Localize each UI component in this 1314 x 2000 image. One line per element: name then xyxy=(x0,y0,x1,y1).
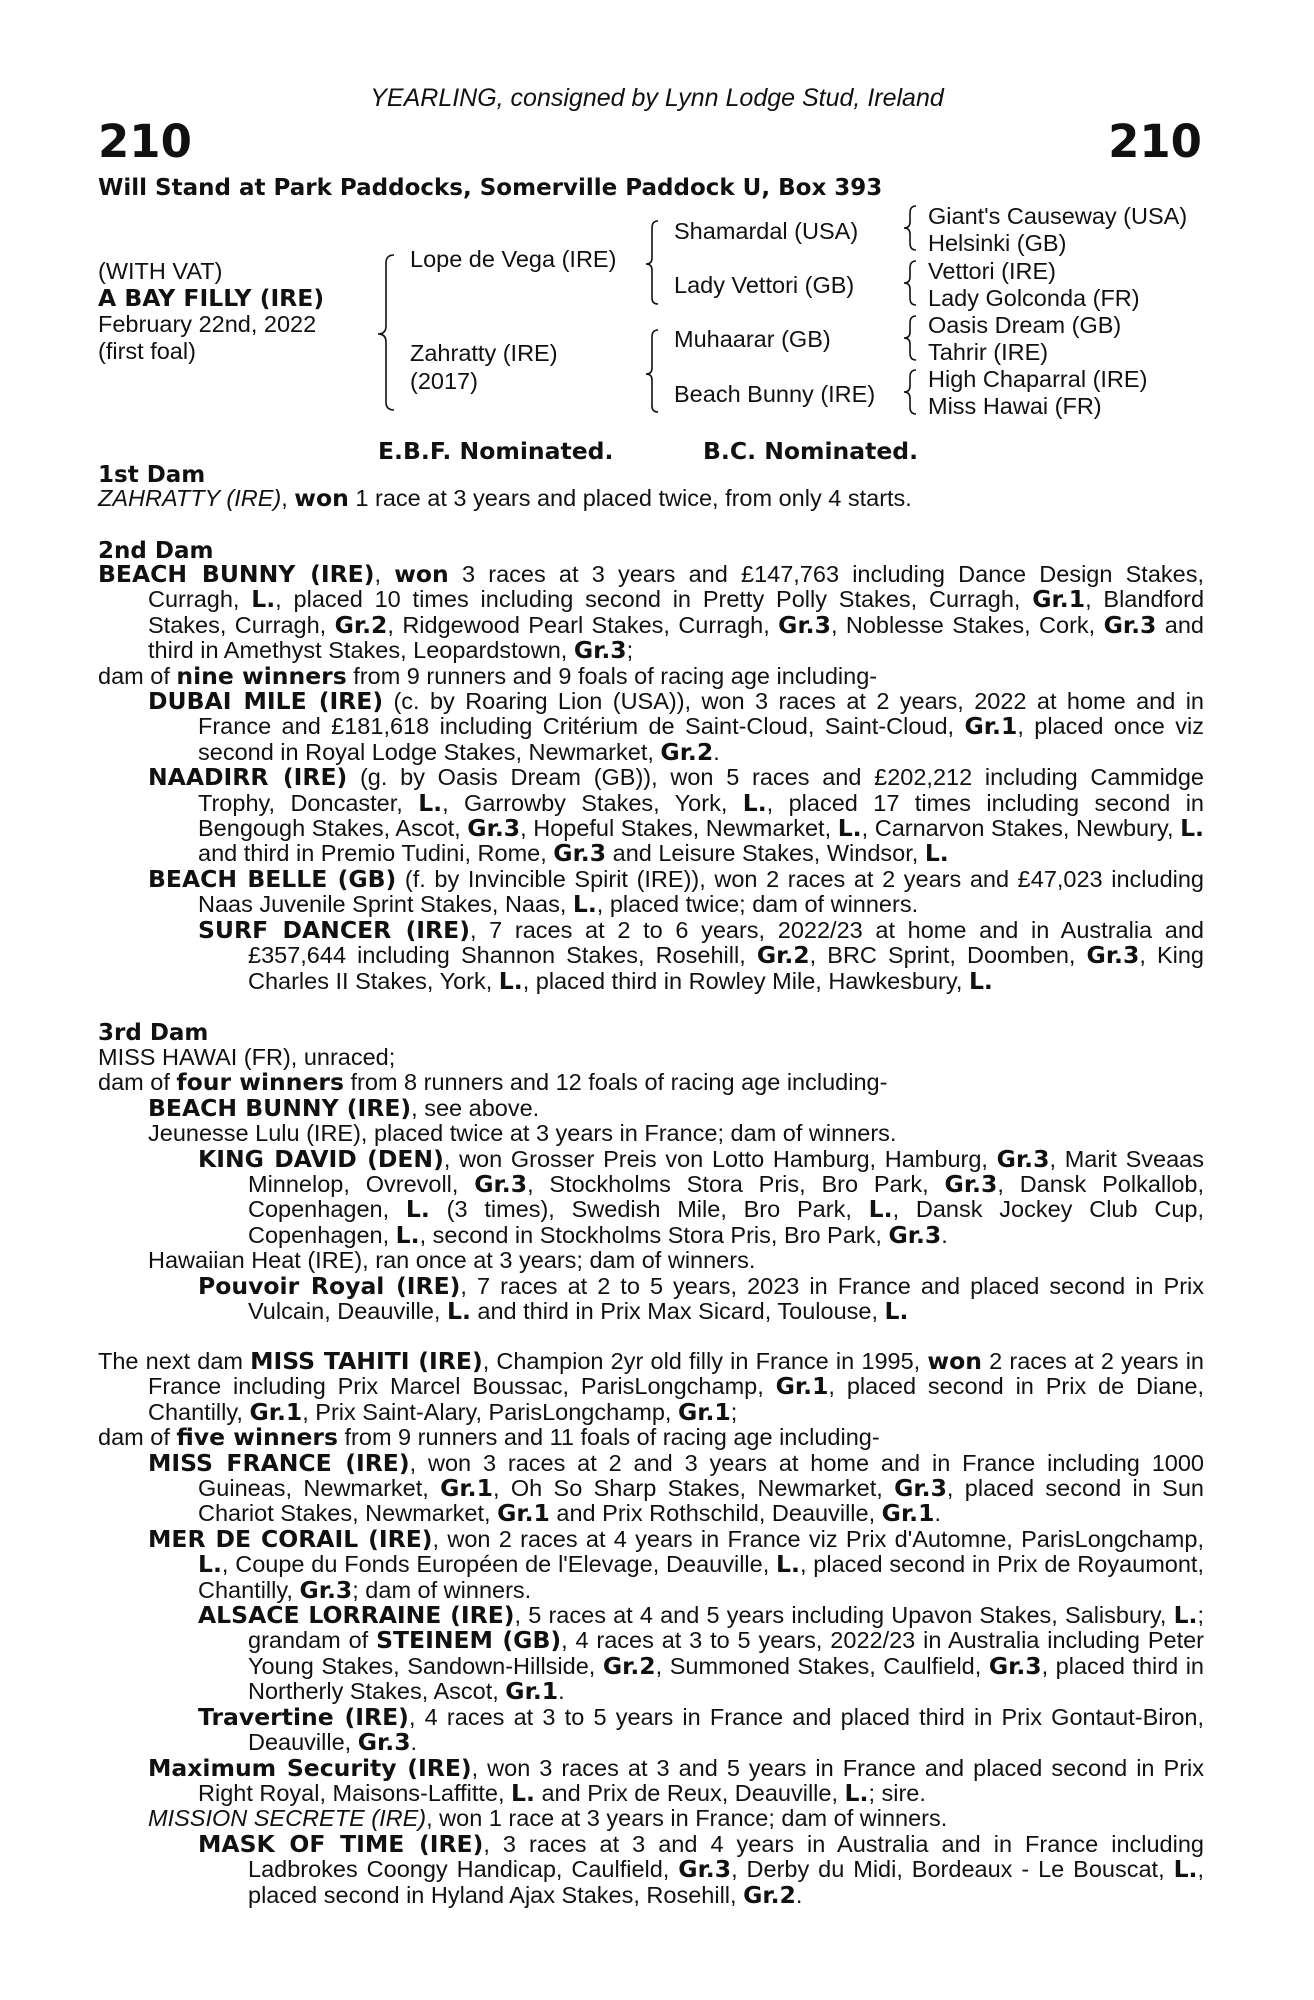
first-dam-heading: 1st Dam xyxy=(98,462,206,488)
dam-sire: Muhaarar (GB) xyxy=(674,326,831,352)
first-dam-name: ZAHRATTY (IRE) xyxy=(98,485,282,511)
horse-note: (first foal) xyxy=(98,338,196,364)
dam-name: Zahratty (IRE) xyxy=(410,340,558,366)
offspring-entry: BEACH BUNNY (IRE), see above. xyxy=(148,1093,540,1122)
horse-dob: February 22nd, 2022 xyxy=(98,311,317,337)
sire-sire: Shamardal (USA) xyxy=(674,218,859,244)
offspring-entry: ALSACE LORRAINE (IRE), 5 races at 4 and 5 years including Upavon Stakes, Salisbury, L.; grandam of STEINEM (GB), 4 races at 3 to 5 years, 2022/23 in Australia including Peter Young Stakes, Sandown-Hillside, Gr.2, Summoned Stakes, Caulfield, Gr.3, placed third in Northerly Stakes, Ascot, Gr.1. xyxy=(198,1601,1205,1706)
third-dam-section: MISS HAWAI (FR), unraced; dam of four winners from 8 runners and 12 foals of racing age including- BEACH BUNNY (IRE), see above. Jeunesse Lulu (IRE), placed twice at 3 years in France; dam of winners. KING DAVID (DEN), won Grosser Preis von Lotto Hamburg, Hamburg, Gr.3, Marit Sveaas Minnelop, Ovrevoll, Gr.3, Stockholms Stora Pris, Bro Park, Gr.3, Dansk Polkallob, Copenhagen, L. (3 times), Swedish Mile, Bro Park, L., Dansk Jockey Club Cup, Copenhagen, L., second in Stockholms Stora Pris, Bro Park, Gr.3. Hawaiian Heat (IRE), ran once at 3 years; dam of winners. Pouvoir Royal (IRE), 7 races at 2 to 5 years, 2023 in France and placed second in Prix Vulcain, Deauville, L. and third in Prix Max Sicard, Toulouse, L. xyxy=(98,1044,1205,1326)
offspring-entry: MER DE CORAIL (IRE), won 2 races at 4 years in France viz Prix d'Automne, ParisLongchamp, L., Coupe du Fonds Européen de l'Elevage, Deauville, L., placed second in Prix de Royaumont, Chantilly, Gr.3; dam of winners. xyxy=(148,1524,1204,1604)
offspring-entry: KING DAVID (DEN), won Grosser Preis von Lotto Hamburg, Hamburg, Gr.3, Marit Sveaas Minnelop, Ovrevoll, Gr.3, Stockholms Stora Pris, Bro Park, Gr.3, Dansk Polkallob, Copenhagen, L. (3 times), Swedish Mile, Bro Park, L., Dansk Jockey Club Cup, Copenhagen, L., second in Stockholms Stora Pris, Bro Park, Gr.3. xyxy=(198,1144,1205,1249)
second-dam-section: BEACH BUNNY (IRE), won 3 races at 3 years and £147,763 including Dance Design Stakes, Curragh, L., placed 10 times including second in Pretty Polly Stakes, Curragh, Gr.1, Blandford Stakes, Curragh, Gr.2, Ridgewood Pearl Stakes, Curragh, Gr.3, Noblesse Stakes, Cork, Gr.3 and third in Amethyst Stakes, Leopardstown, Gr.3; dam of nine winners from 9 runners and 9 foals of racing age including- DUBAI MILE (IRE) (c. by Roaring Lion (USA)), won 3 races at 2 years, 2022 at home and in France and £181,618 including Critérium de Saint-Cloud, Saint-Cloud, Gr.1, placed once viz second in Royal Lodge Stakes, Newmarket, Gr.2. NAADIRR (IRE) (g. by Oasis Dream (GB)), won 5 races and £202,212 including Cammidge Trophy, Doncaster, L., Garrowby Stakes, York, L., placed 17 times including second in Bengough Stakes, Ascot, Gr.3, Hopeful Stakes, Newmarket, L., Carnarvon Stakes, Newbury, L. and third in Premio Tudini, Rome, Gr.3 and Leisure Stakes, Windsor, L. BEACH BELLE (GB) (f. by Invincible Spirit (IRE)), won 2 races at 2 years and £47,023 including Naas Juvenile Sprint Stakes, Naas, L., placed twice; dam of winners. SURF DANCER (IRE), 7 races at 2 to 6 years, 2022/23 at home and in Australia and £357,644 including Shannon Stakes, Rosehill, Gr.2, BRC Sprint, Doomben, Gr.3, King Charles II Stakes, York, L., placed third in Rowley Mile, Hawkesbury, L. xyxy=(98,560,1205,995)
sire-dam: Lady Vettori (GB) xyxy=(674,272,855,298)
grandparent-1: Giant's Causeway (USA) xyxy=(928,203,1188,229)
second-dam-name: BEACH BUNNY (IRE) xyxy=(98,560,375,588)
bc-nomination: B.C. Nominated. xyxy=(703,437,919,465)
offspring-entry: DUBAI MILE (IRE) (c. by Roaring Lion (USA)), won 3 races at 2 years, 2022 at home and in France and £181,618 including Critérium de Saint-Cloud, Saint-Cloud, Gr.1, placed once viz second in Royal Lodge Stakes, Newmarket, Gr.2. xyxy=(148,687,1204,766)
consignor-caption: YEARLING, consigned by Lynn Lodge Stud, Ireland xyxy=(370,84,944,112)
offspring-entry: MISSION SECRETE (IRE), won 1 race at 3 years in France; dam of winners. xyxy=(148,1805,948,1832)
second-dam-heading: 2nd Dam xyxy=(98,538,214,564)
dam-year: (2017) xyxy=(410,368,478,394)
next-dam-section: The next dam MISS TAHITI (IRE), Champion 2yr old filly in France in 1995, won 2 races at 2 years in France including Prix Marcel Boussac, ParisLongchamp, Gr.1, placed second in Prix de Diane, Chantilly, Gr.1, Prix Saint-Alary, ParisLongchamp, Gr.1; dam of five winners from 9 runners and 11 foals of racing age including- MISS FRANCE (IRE), won 3 races at 2 and 3 years at home and in France including 1000 Guineas, Newmarket, Gr.1, Oh So Sharp Stakes, Newmarket, Gr.3, placed second in Sun Chariot Stakes, Newmarket, Gr.1 and Prix Rothschild, Deauville, Gr.1. MER DE CORAIL (IRE), won 2 races at 4 years in France viz Prix d'Automne, ParisLongchamp, L., Coupe du Fonds Européen de l'Elevage, Deauville, L., placed second in Prix de Royaumont, Chantilly, Gr.3; dam of winners. ALSACE LORRAINE (IRE), 5 races at 4 and 5 years including Upavon Stakes, Salisbury, L.; grandam of STEINEM (GB), 4 races at 3 to 5 years, 2022/23 in Australia including Peter Young Stakes, Sandown-Hillside, Gr.2, Summoned Stakes, Caulfield, Gr.3, placed third in Northerly Stakes, Ascot, Gr.1. Travertine (IRE), 4 races at 3 to 5 years in France and placed third in Prix Gontaut-Biron, Deauville, Gr.3. Maximum Security (IRE), won 3 races at 3 and 5 years in France and placed second in Prix Right Royal, Maisons-Laffitte, L. and Prix de Reux, Deauville, L.; sire. MISSION SECRETE (IRE), won 1 race at 3 years in France; dam of winners. MASK OF TIME (IRE), 3 races at 3 and 4 years in Australia and in France including Ladbrokes Coongy Handicap, Caulfield, Gr.3, Derby du Midi, Bordeaux - Le Bouscat, L., placed second in Hyland Ajax Stakes, Rosehill, Gr.2. xyxy=(98,1347,1205,1909)
grandparent-5: Oasis Dream (GB) xyxy=(928,312,1122,338)
grandparent-4: Lady Golconda (FR) xyxy=(928,285,1140,311)
grandparent-8: Miss Hawai (FR) xyxy=(928,393,1102,419)
offspring-entry: Hawaiian Heat (IRE), ran once at 3 years; dam of winners. xyxy=(148,1247,756,1274)
offspring-entry: Maximum Security (IRE), won 3 races at 3 and 5 years in France and placed second in Prix Right Royal, Maisons-Laffitte, L. and Prix de Reux, Deauville, L.; sire. xyxy=(148,1753,1204,1807)
third-dam-heading: 3rd Dam xyxy=(98,1020,209,1046)
grandparent-3: Vettori (IRE) xyxy=(928,258,1056,284)
first-dam-section: ZAHRATTY (IRE), won 1 race at 3 years and placed twice, from only 4 starts. xyxy=(98,484,912,512)
sire-name: Lope de Vega (IRE) xyxy=(410,246,617,272)
offspring-entry: NAADIRR (IRE) (g. by Oasis Dream (GB)), won 5 races and £202,212 including Cammidge Trophy, Doncaster, L., Garrowby Stakes, York, L., placed 17 times including second in Bengough Stakes, Ascot, Gr.3, Hopeful Stakes, Newmarket, L., Carnarvon Stakes, Newbury, L. and third in Premio Tudini, Rome, Gr.3 and Leisure Stakes, Windsor, L. xyxy=(148,763,1205,868)
grandparent-2: Helsinki (GB) xyxy=(928,230,1067,256)
dam-dam: Beach Bunny (IRE) xyxy=(674,381,876,407)
offspring-entry: Jeunesse Lulu (IRE), placed twice at 3 years in France; dam of winners. xyxy=(148,1120,897,1147)
lot-number-right: 210 xyxy=(1108,115,1202,168)
stand-location: Will Stand at Park Paddocks, Somerville Paddock U, Box 393 xyxy=(98,175,883,201)
grandparent-7: High Chaparral (IRE) xyxy=(928,366,1148,392)
ebf-nomination: E.B.F. Nominated. xyxy=(378,437,614,465)
offspring-entry: Pouvoir Royal (IRE), 7 races at 2 to 5 years, 2023 in France and placed second in Prix Vulcain, Deauville, L. and third in Prix Max Sicard, Toulouse, L. xyxy=(198,1271,1204,1326)
offspring-entry: SURF DANCER (IRE), 7 races at 2 to 6 years, 2022/23 at home and in Australia and £357,644 including Shannon Stakes, Rosehill, Gr.2, BRC Sprint, Doomben, Gr.3, King Charles II Stakes, York, L., placed third in Rowley Mile, Hawkesbury, L. xyxy=(198,915,1205,995)
vat-label: (WITH VAT) xyxy=(98,258,223,284)
offspring-entry: BEACH BELLE (GB) (f. by Invincible Spirit (IRE)), won 2 races at 2 years and £47,023 including Naas Juvenile Sprint Stakes, Naas, L., placed twice; dam of winners. xyxy=(148,864,1205,919)
lot-number-left: 210 xyxy=(98,115,192,168)
offspring-entry: MISS FRANCE (IRE), won 3 races at 2 and 3 years at home and in France including 1000 Guineas, Newmarket, Gr.1, Oh So Sharp Stakes, Newmarket, Gr.3, placed second in Sun Chariot Stakes, Newmarket, Gr.1 and Prix Rothschild, Deauville, Gr.1. xyxy=(148,1448,1204,1528)
offspring-entry: Travertine (IRE), 4 races at 3 to 5 years in France and placed third in Prix Gontaut-Biron, Deauville, Gr.3. xyxy=(198,1702,1204,1757)
offspring-entry: MASK OF TIME (IRE), 3 races at 3 and 4 years in Australia and in France including Ladbrokes Coongy Handicap, Caulfield, Gr.3, Derby du Midi, Bordeaux - Le Bouscat, L., placed second in Hyland Ajax Stakes, Rosehill, Gr.2. xyxy=(198,1829,1204,1909)
horse-name: A BAY FILLY (IRE) xyxy=(98,284,325,312)
grandparent-6: Tahrir (IRE) xyxy=(928,339,1049,365)
